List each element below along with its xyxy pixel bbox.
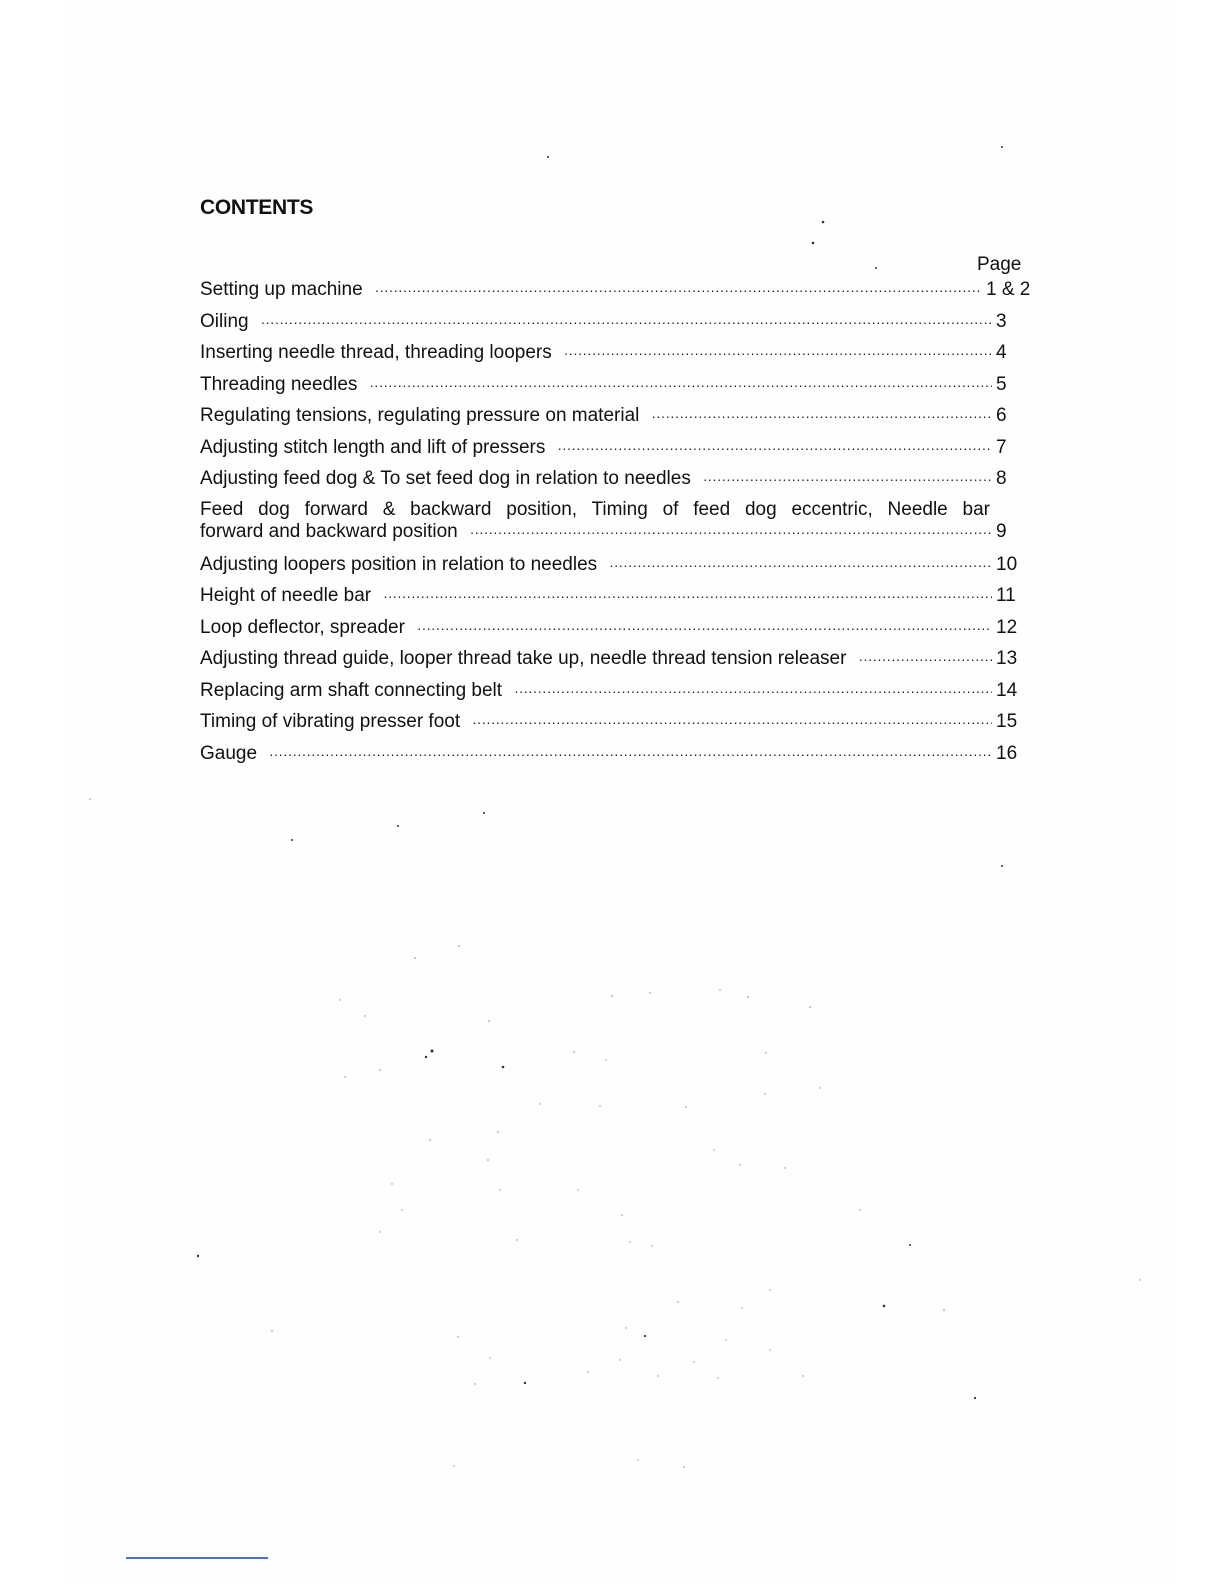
toc-entry-title-line1: Feed dog forward & backward position, Timing of feed dog eccentric, Needle bar <box>200 498 990 520</box>
table-of-contents <box>200 274 1038 769</box>
toc-entry <box>200 706 1038 738</box>
dot-leader <box>557 432 992 465</box>
contents-heading: CONTENTS <box>200 196 314 219</box>
toc-entry-page: 9 <box>996 520 1007 542</box>
dot-leader <box>651 400 992 433</box>
dot-leader <box>609 549 992 582</box>
toc-entry-page: 14 <box>996 679 1018 701</box>
dot-leader <box>703 463 992 496</box>
toc-entry-title: Oiling <box>200 310 249 332</box>
toc-entry <box>200 306 1038 338</box>
toc-entry-page: 5 <box>996 373 1007 395</box>
toc-entry <box>200 432 1038 464</box>
toc-entry <box>200 495 1038 549</box>
toc-entry-title-line2: forward and backward position <box>200 520 458 542</box>
toc-entry <box>200 612 1038 644</box>
toc-entry-page: 7 <box>996 436 1007 458</box>
toc-entry-page: 4 <box>996 342 1007 363</box>
toc-entry <box>200 337 1038 369</box>
toc-entry-page: 12 <box>996 616 1018 638</box>
toc-entry-title: Adjusting loopers position in relation to needles <box>200 553 598 575</box>
toc-entry <box>200 643 1038 675</box>
toc-entry-title: Inserting needle thread, threading loopers <box>200 342 552 363</box>
dot-leader <box>375 274 982 307</box>
toc-entry-page: 10 <box>996 553 1018 575</box>
document-page <box>70 0 1170 1584</box>
toc-entry-title: Replacing arm shaft connecting belt <box>200 679 503 701</box>
dot-leader <box>261 306 992 339</box>
toc-entry-title: Setting up machine <box>200 279 363 300</box>
toc-entry <box>200 463 1038 495</box>
toc-entry-title: Regulating tensions, regulating pressure on material <box>200 405 640 426</box>
dot-leader <box>858 643 992 676</box>
toc-entry-title: Timing of vibrating presser foot <box>200 711 461 732</box>
toc-entry-title: Loop deflector, spreader <box>200 616 405 638</box>
toc-entry-title: Adjusting thread guide, looper thread take up, needle thread tension releaser <box>200 648 847 669</box>
toc-entry <box>200 738 1038 770</box>
toc-entry-page: 1 & 2 <box>986 279 1031 300</box>
dot-leader <box>369 369 992 402</box>
toc-entry-page: 16 <box>996 742 1018 764</box>
toc-entry-page: 8 <box>996 468 1007 489</box>
dot-leader <box>472 706 992 739</box>
dot-leader <box>514 675 992 708</box>
toc-entry-title: Adjusting stitch length and lift of pressers <box>200 436 546 458</box>
toc-entry <box>200 400 1038 432</box>
toc-entry-page: 13 <box>996 648 1018 669</box>
dot-leader <box>564 337 992 370</box>
dot-leader <box>269 738 992 771</box>
toc-entry <box>200 274 1038 306</box>
toc-entry <box>200 580 1038 612</box>
toc-entry <box>200 549 1038 581</box>
toc-entry-title: Threading needles <box>200 373 358 395</box>
toc-entry-page: 15 <box>996 711 1018 732</box>
page-column-label: Page <box>977 254 1022 275</box>
blue-underline-mark <box>126 1557 268 1559</box>
toc-entry-page: 6 <box>996 405 1007 426</box>
dot-leader <box>383 580 992 613</box>
toc-entry <box>200 369 1038 401</box>
toc-entry-title: Adjusting feed dog & To set feed dog in relation to needles <box>200 468 691 489</box>
toc-entry-page: 3 <box>996 310 1007 332</box>
toc-entry <box>200 675 1038 707</box>
toc-entry-title: Gauge <box>200 742 258 764</box>
toc-entry-page: 11 <box>996 585 1016 606</box>
toc-entry-title: Height of needle bar <box>200 585 372 606</box>
dot-leader <box>417 612 992 645</box>
dot-leader <box>470 521 992 543</box>
